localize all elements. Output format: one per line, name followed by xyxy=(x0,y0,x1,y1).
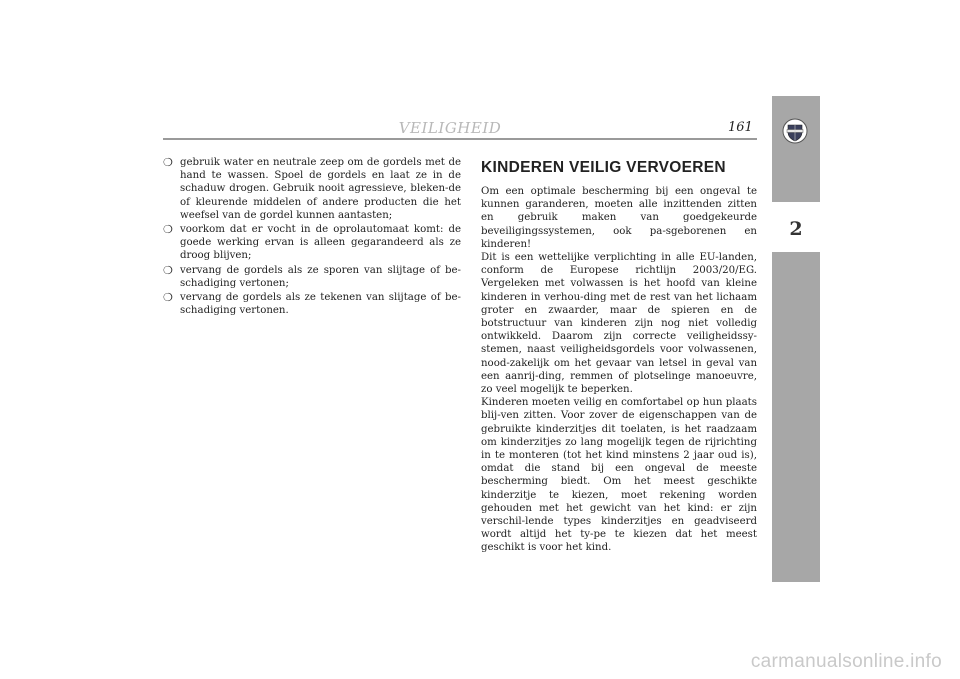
body-paragraph: Kinderen moeten veilig en comfortabel op hun plaats blij-ven zitten. Voor zover de eigenschappen van de gebruikte kinderzitjes dit toelaten, is het raadzaam om kinderzitjes zo lang mogelijk tegen de rijrichting in te monteren (tot het kind minstens 2 jaar oud is), omdat die stand bij een ongeval de meeste bescherming biedt. Om het meest geschikte kinderzitje te kiezen, moet rekening worden gehouden met het gewicht van het kind: er zijn verschil-lende types kinderzitjes en geadviseerd wordt altijd het ty-pe te kiezen dat het meest geschikt is voor het kind. xyxy=(481,397,757,554)
chapter-sidebar xyxy=(772,96,820,582)
lancia-shield-icon xyxy=(782,118,808,144)
list-item-text: voorkom dat er vocht in de oprolautomaat komt: de goede werking ervan is alleen gegarandeerd als ze droog blijven; xyxy=(180,224,461,262)
list-item-text: vervang de gordels als ze tekenen van slijtage of be-schadiging vertonen. xyxy=(180,292,461,317)
list-item-text: vervang de gordels als ze sporen van slijtage of be-schadiging vertonen; xyxy=(180,264,461,289)
section-title: KINDEREN VEILIG VERVOEREN xyxy=(481,159,726,176)
list-item xyxy=(163,223,461,263)
list-item xyxy=(163,156,461,222)
header-rule xyxy=(163,138,757,140)
bullet-circle-icon: ❍ xyxy=(163,156,173,169)
list-item-text: gebruik water en neutrale zeep om de gordels met de hand te wassen. Spoel de gordels en laat ze in de schaduw drogen. Gebruik nooit agressieve, bleken-de of kleurende middelen of andere producten die het weefsel van de gordel kunnen aantasten; xyxy=(180,157,461,221)
bullet-circle-icon: ❍ xyxy=(163,223,173,237)
page-number: 161 xyxy=(728,120,753,135)
left-column xyxy=(163,156,461,318)
right-column xyxy=(481,159,757,555)
bullet-circle-icon: ❍ xyxy=(163,263,173,277)
watermark: carmanualsonline.info xyxy=(750,651,942,672)
page-header-title: VEILIGHEID xyxy=(398,119,502,137)
body-paragraph: Dit is een wettelijke verplichting in alle EU-landen, conform de Europese richtlijn 2003/20/EG. Vergeleken met volwassen is het hoofd van kleine kinderen in verhou-ding met de rest van het lichaam groter en zwaarder, maar de spieren en de botstructuur van kinderen zijn nog niet volledig ontwikkeld. Daarom zijn correcte veiligheidssy-stemen, naast veiligheidsgordels voor volwassenen, nood-zakelijk om het gevaar van letsel in geval van een aanrij-ding, remmen of plotselinge manoeuvre, zo veel mogelijk te beperken. xyxy=(481,252,757,396)
list-item xyxy=(163,291,461,317)
bullet-circle-icon: ❍ xyxy=(163,291,173,305)
chapter-number[interactable]: 2 xyxy=(789,218,803,240)
body-paragraph: Om een optimale bescherming bij een ongeval te kunnen garanderen, moeten alle inzittenden zitten en gebruik maken van goedgekeurde beveiligingssystemen, ook pa-sgeborenen en kinderen! xyxy=(481,186,757,250)
list-item xyxy=(163,264,461,290)
